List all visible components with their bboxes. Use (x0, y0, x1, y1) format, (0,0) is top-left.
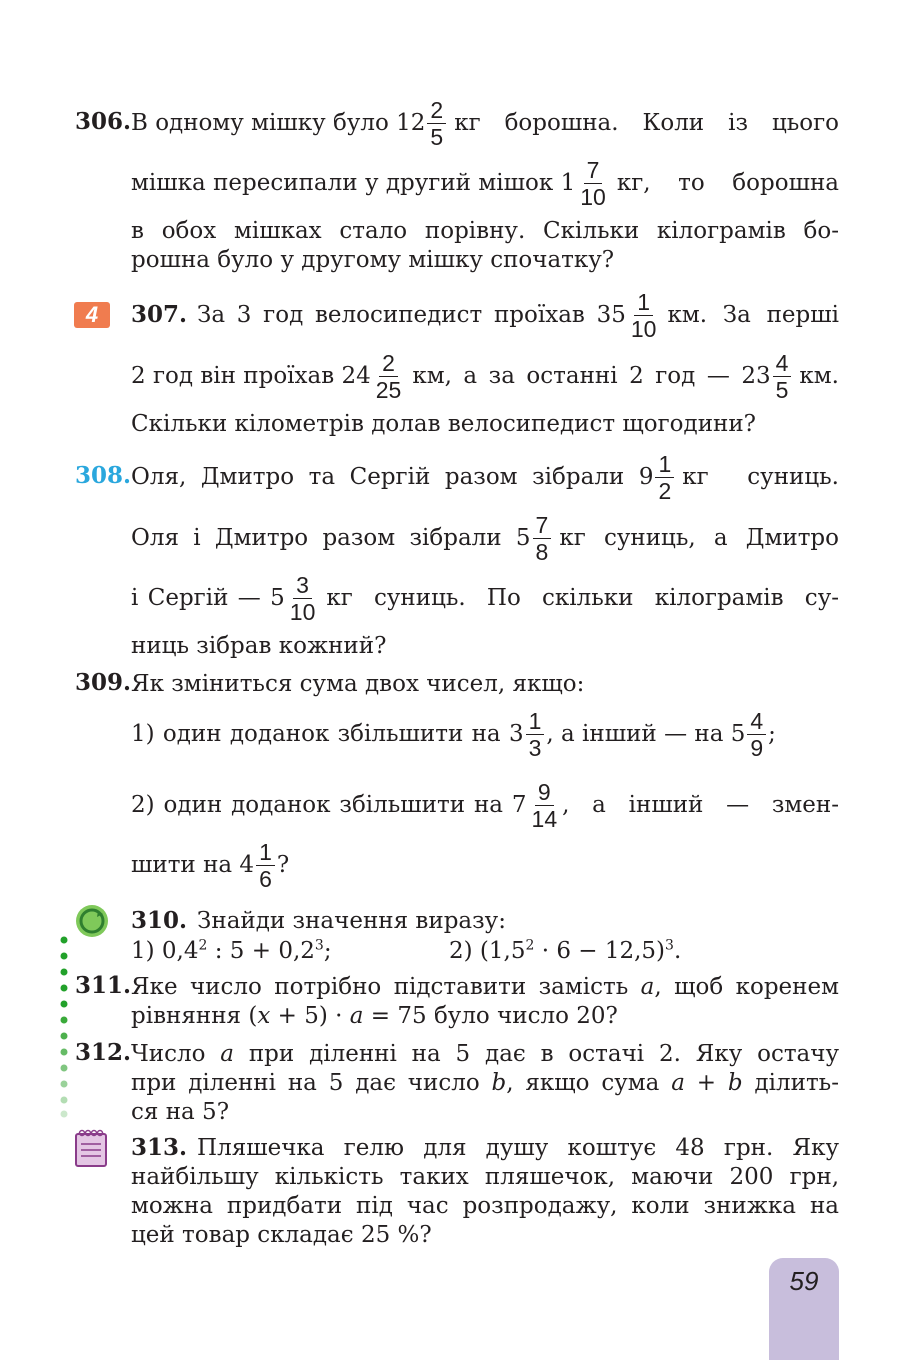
problem-307-line-3: Скільки кілометрів долав велосипедист щогодини? (131, 411, 757, 437)
fraction (773, 350, 792, 403)
denominator: 9 (750, 734, 764, 761)
fraction (256, 839, 275, 892)
text-segment: , якщо сума (506, 1070, 672, 1096)
numerator: 7 (584, 157, 603, 184)
repeat-cycle-icon (74, 903, 110, 939)
problem-310-line-1 (131, 906, 839, 936)
text-segment: 2) (1,5 (449, 938, 526, 964)
text-segment: ? (276, 852, 290, 878)
numerator: 1 (655, 451, 674, 478)
numerator: 2 (379, 350, 398, 377)
text-segment: В одному мішку було 12 (131, 110, 426, 136)
denominator: 8 (535, 538, 549, 565)
variable: a (640, 974, 655, 1000)
text-segment: · 6 − 12,5) (534, 938, 666, 964)
numerator: 1 (256, 839, 275, 866)
problem-310-number: 310. (131, 907, 188, 934)
numerator: 9 (535, 779, 554, 806)
exponent: 3 (314, 937, 324, 954)
problem-309-item-1 (131, 707, 839, 761)
text-segment: кг суниць. По скільки кілограмів су- (326, 585, 839, 611)
problem-309-item-2-cont (131, 838, 839, 892)
expression-1 (131, 936, 449, 966)
text-segment: 2) один доданок збільшити на 7 (131, 792, 527, 818)
text-segment: кг суниць. (682, 464, 839, 490)
text-segment: + 5) · (270, 1003, 350, 1029)
text-segment: Знайди значення виразу: (197, 908, 506, 934)
problem-313-line-2: найбільшу кількість таких пляшечок, маючи 200 грн, (131, 1164, 839, 1190)
denominator: 10 (289, 598, 316, 625)
numerator: 4 (773, 350, 792, 377)
text-segment: кг, то борошна (616, 170, 839, 196)
page-number: 59 (789, 1266, 819, 1296)
text-segment: км. За перші (667, 302, 839, 328)
problem-307-number: 307. (131, 301, 188, 328)
text-segment: , а інший — на 5 (546, 721, 746, 747)
variable: b (491, 1070, 507, 1096)
fraction (526, 708, 545, 761)
text-segment: 1) один доданок збільшити на 3 (131, 721, 524, 747)
fraction (529, 779, 561, 832)
problem-313-line-3: можна придбати під час розпродажу, коли знижка на (131, 1193, 839, 1219)
problem-308-number: 308. (75, 462, 132, 489)
text-segment: , щоб коренем (654, 974, 840, 1000)
problem-308-line-1 (131, 450, 839, 504)
denominator: 25 (375, 376, 402, 403)
text-segment: Яке число потрібно підставити замість (131, 974, 641, 1000)
denominator: 14 (531, 805, 558, 832)
dotted-line-icon (58, 935, 70, 1120)
fraction (628, 289, 660, 342)
text-segment: , а інший — змен- (562, 792, 839, 818)
problem-312-line-1 (131, 1039, 839, 1069)
text-segment: при діленні на 5 дає число (131, 1070, 492, 1096)
text-segment: Число (131, 1041, 221, 1067)
exponent: 3 (665, 937, 674, 954)
text-segment: шити на 4 (131, 852, 255, 878)
text-segment: і Сергій — 5 (131, 585, 285, 611)
problem-309-line-1: Як зміниться сума двох чисел, якщо: (131, 671, 585, 697)
text-segment: Оля, Дмитро та Сергій разом зібрали 9 (131, 464, 654, 490)
notepad-icon (73, 1128, 109, 1168)
problem-310-expressions (131, 936, 839, 966)
numerator: 2 (427, 97, 446, 124)
problem-311-number: 311. (75, 972, 132, 999)
problem-312-line-2 (131, 1068, 839, 1098)
text-segment: За 3 год велосипедист проїхав 35 (197, 302, 626, 328)
numerator: 7 (533, 512, 552, 539)
problem-312-number: 312. (75, 1039, 132, 1066)
problem-313-number: 313. (131, 1134, 188, 1161)
text-segment: км, а за останні 2 год — 23 (412, 363, 771, 389)
problem-308-line-4: ниць зібрав кожний? (131, 633, 387, 659)
text-segment: = 75 було число 20? (363, 1003, 618, 1029)
problem-312-line-3: ся на 5? (131, 1099, 230, 1125)
denominator: 5 (775, 376, 789, 403)
denominator: 3 (528, 734, 542, 761)
text-segment: . (673, 938, 682, 964)
denominator: 6 (259, 865, 272, 892)
text-segment: кг борошна. Коли із цього (454, 110, 839, 136)
numerator: 3 (293, 572, 312, 599)
fraction (287, 572, 319, 625)
problem-307-line-1 (131, 288, 839, 342)
problem-306-line-3: в обох мішках стало порівну. Скільки кілограмів бо- (131, 218, 839, 244)
problem-313-line-4: цей товар складає 25 %? (131, 1222, 432, 1248)
text-segment: : 5 + 0,2 (207, 938, 315, 964)
text-segment: ; (768, 721, 776, 747)
fraction (533, 512, 552, 565)
fraction (427, 97, 446, 150)
text-segment: 1) 0,4 (131, 938, 199, 964)
fraction (747, 708, 766, 761)
text-segment: 2 год він проїхав 24 (131, 363, 371, 389)
problem-306-number: 306. (75, 108, 132, 135)
denominator: 2 (658, 477, 672, 504)
text-segment: ; (323, 938, 332, 964)
problem-311-line-1 (131, 972, 839, 1002)
text-segment: км. (799, 363, 839, 389)
variable: a (671, 1070, 685, 1096)
expression-2 (449, 936, 681, 966)
text-segment: рівняння ( (131, 1003, 258, 1029)
problem-313-line-1 (131, 1133, 839, 1163)
denominator: 10 (580, 183, 606, 210)
text-segment: Оля і Дмитро разом зібрали 5 (131, 525, 531, 551)
fraction (373, 350, 405, 403)
fraction (577, 157, 609, 210)
text-segment: + (684, 1070, 728, 1096)
problem-306-line-4: рошна було у другому мішку спочатку? (131, 247, 615, 273)
problem-309-item-2 (131, 778, 839, 832)
text-segment: мішка пересипали у другий мішок 1 (131, 170, 576, 196)
variable: a (220, 1041, 235, 1067)
problem-307-line-2 (131, 349, 839, 403)
denominator: 10 (630, 315, 657, 342)
problem-311-line-2 (131, 1001, 839, 1031)
fraction (655, 451, 674, 504)
problem-309-number: 309. (75, 669, 132, 696)
problem-306-line-2 (131, 156, 839, 210)
numerator: 1 (526, 708, 545, 735)
numerator: 1 (634, 289, 653, 316)
denominator: 5 (430, 123, 444, 150)
text-segment: Пляшечка гелю для душу коштує 48 грн. Яку (197, 1135, 839, 1161)
exponent: 2 (198, 937, 208, 954)
variable: a (349, 1003, 364, 1029)
text-segment: ділить- (742, 1070, 839, 1096)
problem-308-line-3 (131, 571, 839, 625)
text-segment: при діленні на 5 дає в остачі 2. Яку остачу (234, 1041, 839, 1067)
text-segment: кг суниць, а Дмитро (559, 525, 839, 551)
level-4-badge-icon: 4 (74, 302, 110, 328)
variable: b (727, 1070, 743, 1096)
numerator: 4 (747, 708, 766, 735)
problem-308-line-2 (131, 511, 839, 565)
problem-306-line-1 (131, 96, 839, 150)
variable: x (257, 1003, 271, 1029)
exponent: 2 (525, 937, 535, 954)
